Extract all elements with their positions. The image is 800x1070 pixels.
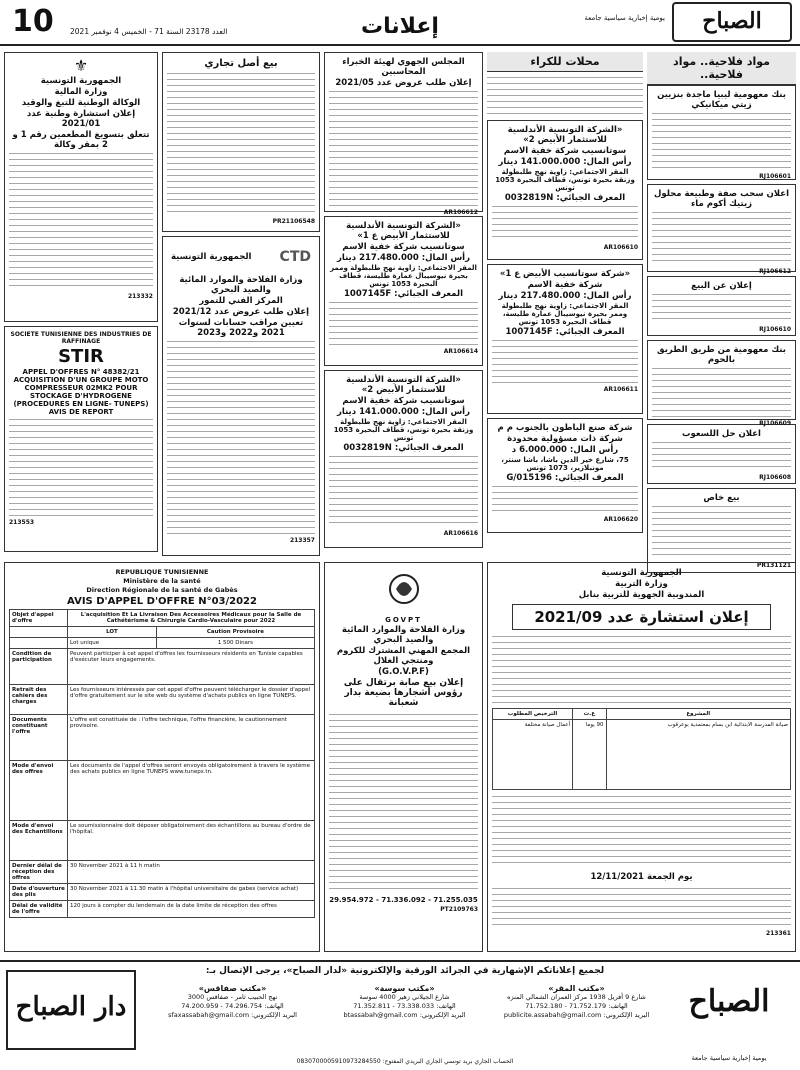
tender-title: AVIS D'APPEL D'OFFRE N°03/2022 xyxy=(67,596,257,607)
table-row: Délai de validité de l'offre 120 jours à compter du lendemain de la date limite de réception des offres xyxy=(10,901,315,918)
company-ad-1: «الشركة التونسية الأندلسية للاستثمار الأبيض 2» سوتانسيب شركة خفية الاسم رأس المال: 141.000.000 دينار المقر الاجتماعي: زاوية نهج طلبطولة وزنقة بحيرة تونس، قطاف البحيرة 1053 تونس المعرف الجبائي: 0032819N AR106610 xyxy=(487,120,643,260)
assabah-logo: الصباح xyxy=(688,984,770,1019)
column-tenders xyxy=(4,52,158,557)
govpt-logo-icon xyxy=(374,571,434,611)
govpt-sale-ad: GOVPT وزارة الفلاحة والموارد المائية والصيد البحري المجمع المهني المشترك للكروم ومنتجي الغلال (G.O.V.P.F) إعلان بيع صابة برتقال على رؤوس أشجارها بضيعة بدار شعبانة 71.255.035 - 71.336.092 - 29.954.972 PT2109763 xyxy=(324,562,483,952)
deadline: يوم الجمعة 12/11/2021 xyxy=(590,872,693,882)
agri-ad-1: بنك معهومية ليبيا ماجدة بنزيين زيتي ميكانيكي RJ106601 xyxy=(647,85,796,180)
stir-ad: SOCIETE TUNISIENNE DES INDUSTRIES DE RAFFINAGE STIR APPEL D'OFFRES N° 48382/21 ACQUISITION D'UN GROUPE MOTO COMPRESSEUR 02MK2 POUR STOCKAGE D'HYDROGENE (PROCEDURES EN LIGNE- TUNEPS) AVIS DE REPORT 213553 xyxy=(4,326,158,552)
newspaper-logo: الصباح xyxy=(672,2,792,42)
consultation-table: المشروع ع.ت الترخيص المطلوب صيانة المدرسة الابتدائية ابن بسام بمعتمدية بوعرقوب 90 يوما أعمال صيانة مختلفة xyxy=(492,708,791,790)
notice-ad-1: المجلس الجهوي لهيئة الخبراء المحاسبين إعلان طلب عروض عدد 2021/05 AR106612 xyxy=(324,52,483,212)
tender-table: Objet d'appel d'offre L'acquisition Et La Livraison Des Accessoires Médicaux pour la Salle de Cathétérisme & Chirurgie Cardio-Vasculaire pour 2022 LOT Caution Provisoire Lot unique 1 500 Dinars Condition de participation Peuvent participer à cet appel d'offres les fournisseurs résidents en Tunisie capables d'exécuter leurs engagements. Retrait des cahiers des charges Les fournisseurs intéressés par cet appel d'offre peuvent télécharger le dossier d'appel d'offre gratuitement sur le site web du système d'achats publics en ligne TUNEPS. Documents constituant l'offre L'offre est constituée de : l'offre technique, l'offre financière, le cautionnement provisoire. Mode d'envoi des offres Les documents de l'appel d'offres seront envoyés obligatoirement à travers le système des achats publics en ligne TUNEPS www.tuneps.tn. Mode d'envoi des Echantillons Le soumissionnaire doit déposer obligatoirement des échantillons au bureau d'ordre de l'hôpital. Dernier délai de réception des offres 30 November 2021 à 11 h matin Date d'ouverture des plis 30 November 2021 à 11.30 matin à l'hôpital universitaire de gabes (service achat) Délai de validité de l'offre 120 jours à compter du lendemain de la date limite de réception des offres xyxy=(9,609,315,918)
dar-assabah-logo: دار الصباح xyxy=(6,970,136,1050)
footer-slogan: يومية إخبارية سياسية جامعة xyxy=(691,1054,767,1062)
ctd-logo-icon: CTD xyxy=(279,249,311,265)
table-row: Dernier délai de réception des offres 30 November 2021 à 11 h matin xyxy=(10,861,315,884)
agri-ad-4: بنك معهومية من طريق الطريق بالحوم RJ106609 xyxy=(647,340,796,420)
company-ad-2: «شركة سوتانسيب الأبيض ع 1» شركة خفية الاسم رأس المال: 217.480.000 دينار المقر الاجتماعي: زاوية نهج طلبطولة وممر بحيرة نيوسيبال عمارة طليسة، قطاف البحيرة 1053 تونس المعرف الجبائي: 1007145F AR106611 xyxy=(487,264,643,414)
column-agri xyxy=(647,52,796,569)
office-sfax: «مكتب صفاقس» نهج الحبيب ثامر - صفاقس 3000 الهاتف: 74.296.754 - 74.200.959 البريد الإلكتروني: sfaxassabah@gmail.com xyxy=(168,984,297,1019)
consultation-title: إعلان استشارة عدد 2021/09 xyxy=(512,604,771,630)
table-row: Documents constituant l'offre L'offre est constituée de : l'offre technique, l'offre financière, le cautionnement provisoire. xyxy=(10,715,315,761)
agri-ad-6: بيع خاص PR131121 xyxy=(647,488,796,573)
table-row: صيانة المدرسة الابتدائية ابن بسام بمعتمدية بوعرقوب 90 يوما أعمال صيانة مختلفة xyxy=(493,720,791,790)
notice-ad-3: «الشركة التونسية الأندلسية للاستثمار الأبيض 2» سوتانسيب شركة خفية الاسم رأس المال: 141.000.000 دينار المقر الاجتماعي: زاوية نهج طلبطولة وزنقة بحيرة تونس، قطاف البحيرة 1053 تونس المعرف الجبائي: 0032819N AR106616 xyxy=(324,370,483,548)
stir-logo-icon: STIR xyxy=(58,346,104,367)
agri-ad-2: اعلان سحب صفة وطبيعة محلول زيتيك أكوم ماء RJ106612 xyxy=(647,184,796,272)
table-row: Mode d'envoi des offres Les documents de l'appel d'offres seront envoyés obligatoirement à travers le système des achats publics en ligne TUNEPS www.tuneps.tn. xyxy=(10,761,315,821)
section-title: إعلانات xyxy=(361,14,439,39)
rentals-title: محلات للكراء xyxy=(487,52,643,72)
company-ad-3: شركة صنع الباطون بالجنوب م م شركة ذات مسؤولية محدودة رأس المال: 6.000.000 د 75، شارع خير الدين باشا، باشا سنتر، مونبلازير، 1073 تونس المعرف الجبائي: 015196/G AR106620 xyxy=(487,418,643,533)
table-row: Mode d'envoi des Echantillons Le soumissionnaire doit déposer obligatoirement des échantillons au bureau d'ordre de l'hôpital. xyxy=(10,821,315,861)
table-row: Date d'ouverture des plis 30 November 2021 à 11.30 matin à l'hôpital universitaire de gabes (service achat) xyxy=(10,884,315,901)
notice-ad-2: «الشركة التونسية الأندلسية للاستثمار الأبيض ع 1» سوتانسيب شركة خفية الاسم رأس المال: 217.480.000 دينار المقر الاجتماعي: زاوية نهج طلبطولة وممر بحيرة نيوسيبال عمارة طليسة، قطاف البحيرة 1053 تونس المعرف الجبائي: 1007145F AR106614 xyxy=(324,216,483,366)
column-notices xyxy=(324,52,483,557)
bank-account: الحساب الجاري بريد تونسي الجاري البريدي المفتوح: 0830700005910973284550 xyxy=(296,1058,514,1065)
column-business xyxy=(162,52,320,557)
emblem-icon: ⚜ xyxy=(73,56,89,75)
tobacco-agency-ad: ⚜ الجمهورية التونسية وزارة المالية الوكالة الوطنية للتبغ والوقيد إعلان استشارة وطنية عدد 2021/01 تتعلق بتسويغ المطعمين رقم 1 و 2 بمقر وكالة 213332 xyxy=(4,52,158,322)
office-sousse: «مكتب سوسة» شارع الجيلاني زهير 4000 سوسة الهاتف: 73.338.033 - 71.352.811 البريد الإلكتروني: btassabah@gmail.com xyxy=(343,984,466,1019)
logo-subtitle: يومية إخبارية سياسية جامعة xyxy=(584,14,665,22)
table-row: Retrait des cahiers des charges Les fournisseurs intéressés par cet appel d'offre peuvent télécharger le dossier d'appel d'offre gratuitement sur le site web du système d'achats publics en ligne TUNEPS. xyxy=(10,685,315,715)
column-rentals xyxy=(487,52,643,557)
dates-center-ad: CTD الجمهورية التونسية وزارة الفلاحة والموارد المائية والصيد البحري المركز الفني للتمور إعلان طلب عروض عدد 2021/12 تعيين مراقب حسابات لسنوات 2021 و2022 و2023 213357 xyxy=(162,236,320,556)
business-sale-ad: بيع أصل تجاري PR21106548 xyxy=(162,52,320,232)
agri-ad-5: اعلان حل اللسعوب RJ106608 xyxy=(647,424,796,484)
table-row: Condition de participation Peuvent participer à cet appel d'offres les fournisseurs résidents en Tunisie capables d'exécuter leurs engagements. xyxy=(10,649,315,685)
agri-title: مواد فلاحية.. مواد فلاحية.. xyxy=(647,52,796,85)
agri-ad-3: إعلان عن البيع RJ106610 xyxy=(647,276,796,336)
footer-banner: لجميع إعلاناتكم الإشهارية في الجرائد الورقية والإلكترونية «لدار الصباح»، يرجى الإتصال بـ: xyxy=(205,966,605,976)
page-number: 10 xyxy=(12,4,54,39)
page-footer xyxy=(0,960,800,1070)
issue-line: العدد 23178 السنة 71 - الخميس 4 نوفمبر 2021 xyxy=(70,27,228,36)
education-consultation-ad: الجمهورية التونسية وزارة التربية المندوبية الجهوية للتربية بنابل إعلان استشارة عدد 2021/09 المشروع ع.ت الترخيص المطلوب صيانة المدرسة الابتدائية ابن بسام بمعتمدية بوعرقوب 90 يوما أعمال صيانة مختلفة يوم الجمعة 12/11/2021 213361 xyxy=(487,562,796,952)
gabes-tender-ad: REPUBLIQUE TUNISIENNE Ministère de la santé Direction Régionale de la santé de Gabès AVIS D'APPEL D'OFFRE N°03/2022 Objet d'appel d'offre L'acquisition Et La Livraison Des Accessoires Médicaux pour la Salle de Cathétérisme & Chirurgie Cardio-Vasculaire pour 2022 LOT Caution Provisoire Lot unique 1 500 Dinars Condition de participation Peuvent participer à cet appel d'offres les fournisseurs résidents en Tunisie capables d'exécuter leurs engagements. Retrait des cahiers des charges Les fournisseurs intéressés par cet appel d'offre peuvent télécharger le dossier d'appel d'offre gratuitement sur le site web du système d'achats publics en ligne TUNEPS. Documents constituant l'offre L'offre est constituée de : l'offre technique, l'offre financière, le cautionnement provisoire. Mode d'envoi des offres Les documents de l'appel d'offres seront envoyés obligatoirement à travers le système des achats publics en ligne TUNEPS www.tuneps.tn. Mode d'envoi des Echantillons Le soumissionnaire doit déposer obligatoirement des échantillons au bureau d'ordre de l'hôpital. Dernier délai de réception des offres 30 November 2021 à 11 h matin Date d'ouverture des plis 30 November 2021 à 11.30 matin à l'hôpital universitaire de gabes (service achat) Délai de validité de l'offre 120 jours à compter du lendemain de la date limite de réception des offres xyxy=(4,562,320,952)
page-header xyxy=(0,0,800,46)
office-hq: «مكتب المقر» شارع 9 أفريل 1938 مركز العمران الشمالي المنزه الهاتف: 71.752.179 - 71.752.180 البريد الإلكتروني: publicite.assabah@gmail.com xyxy=(503,984,650,1019)
